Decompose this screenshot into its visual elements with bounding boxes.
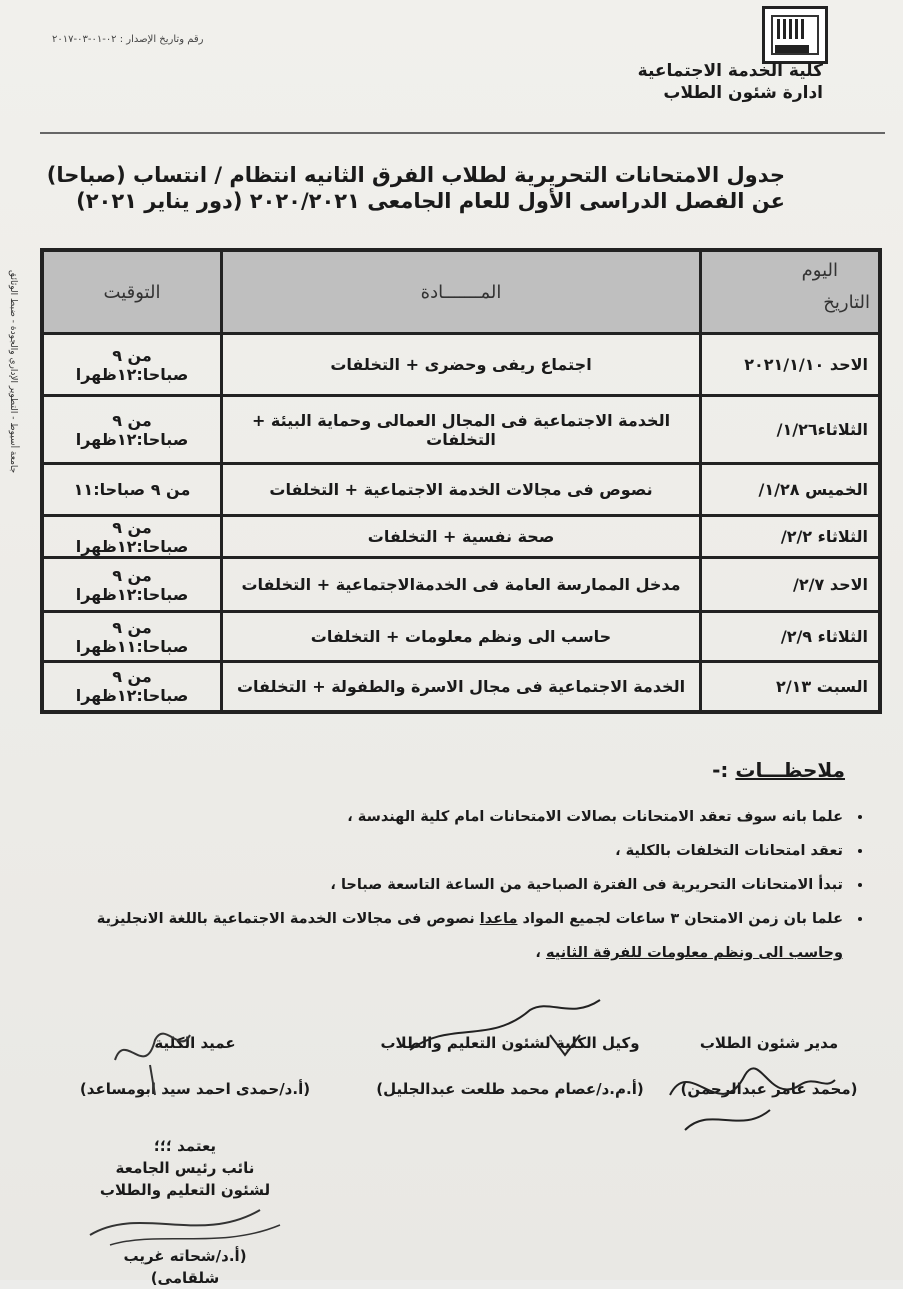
document-title xyxy=(47,162,785,214)
cell-subject: الخدمة الاجتماعية فى المجال العمالى وحماية البيئة + التخلفات xyxy=(222,396,701,464)
cell-time: من ٩ صباحا:١٢ظهرا xyxy=(42,334,222,396)
department-name: ادارة شئون الطلاب xyxy=(663,83,823,103)
approval-line-3: لشئون التعليم والطلاب xyxy=(99,1181,271,1199)
table-header-row xyxy=(42,250,880,334)
cell-date: السبت ٢/١٣ xyxy=(701,662,880,712)
university-logo xyxy=(762,6,828,64)
exam-schedule-table xyxy=(40,248,882,714)
signature-name: (أ.م.د/عصام محمد طلعت عبدالجليل) xyxy=(376,1080,644,1098)
note-duration-continued: وحاسب الى ونظم معلومات للفرقة الثانيه xyxy=(545,945,843,961)
issue-number: رقم وتاريخ الإصدار : ٠٢-٠١-٠٣-٢٠١٧ xyxy=(52,34,204,45)
cell-date: الثلاثاء ٢/٢/ xyxy=(701,516,880,558)
note-duration-subjects: نصوص فى مجالات الخدمة الاجتماعية باللغة الانجليزية xyxy=(96,911,480,927)
table-row xyxy=(42,396,880,464)
signature-name: (محمد عامر عبدالرحمن) xyxy=(680,1080,858,1098)
cell-date: الاحد ٢/٧/ xyxy=(701,558,880,612)
table-row xyxy=(42,464,880,516)
handwritten-signature-dean xyxy=(95,1010,205,1100)
notes-list xyxy=(27,800,869,970)
approval-line-1: يعتمد ؛؛؛ xyxy=(153,1137,217,1155)
cell-time: من ٩ صباحا:١٢ظهرا xyxy=(42,558,222,612)
cell-date: الثلاثاء١/٢٦/ xyxy=(701,396,880,464)
table-row xyxy=(42,612,880,662)
approval-name: (أ.د/شحاته غريب شلقامى) xyxy=(123,1247,247,1287)
cell-subject: الخدمة الاجتماعية فى مجال الاسرة والطفولة + التخلفات xyxy=(222,662,701,712)
note-except-word: ماعدا xyxy=(479,911,518,927)
header-day-date xyxy=(701,250,880,334)
note-item xyxy=(27,902,847,970)
note-end-mark: ، xyxy=(535,945,546,961)
note-item: • تبدأ الامتحانات التحريرية فى الفترة الصباحية من الساعة التاسعة صباحا ، xyxy=(27,868,847,902)
cell-subject: حاسب الى ونظم معلومات + التخلفات xyxy=(222,612,701,662)
notes-heading-suffix: :- xyxy=(712,758,729,782)
cell-time: من ٩ صباحا:١٢ظهرا xyxy=(42,662,222,712)
notes-heading-text: ملاحظـــات xyxy=(735,758,845,782)
table-row xyxy=(42,662,880,712)
cell-subject: اجتماع ريفى وحضرى + التخلفات xyxy=(222,334,701,396)
side-margin-text: جامعة أسيوط - التطوير الإداري والجودة - ضبط الوثائق xyxy=(8,270,18,474)
title-line-1: جدول الامتحانات التحريرية لطلاب الفرق الثانيه انتظام / انتساب (صباحا) xyxy=(46,163,785,187)
header-subject: المـــــــادة xyxy=(222,250,701,334)
table-row xyxy=(42,558,880,612)
cell-time: من ٩ صباحا:١١ xyxy=(42,464,222,516)
signature-title: وكيل الكلية لشئون التعليم والطلاب xyxy=(380,1034,640,1052)
header-time: التوقيت xyxy=(42,250,222,334)
cell-time: من ٩ صباحا:١١ظهرا xyxy=(42,612,222,662)
faculty-name: كلية الخدمة الاجتماعية xyxy=(637,61,823,81)
cell-date: الثلاثاء ٢/٩/ xyxy=(701,612,880,662)
header-day: اليوم xyxy=(801,260,838,281)
cell-date: الاحد ٢٠٢١/١/١٠ xyxy=(701,334,880,396)
cell-time: من ٩ صباحا:١٢ظهرا xyxy=(42,396,222,464)
notes-heading xyxy=(712,758,845,782)
signature-title: مدير شئون الطلاب xyxy=(699,1034,839,1052)
signature-title: عميد الكلية xyxy=(154,1034,236,1052)
signature-name: (أ.د/حمدى احمد سيد ابومساعد) xyxy=(79,1080,311,1098)
issuing-office xyxy=(638,60,823,104)
handwritten-signature-vice-dean xyxy=(400,990,640,1070)
title-line-2: عن الفصل الدراسى الأول للعام الجامعى ٢٠٢٠/٢٠٢١ (دور يناير ٢٠٢١) xyxy=(76,189,785,213)
cell-time: من ٩ صباحا:١٢ظهرا xyxy=(42,516,222,558)
cell-date: الخميس ١/٢٨/ xyxy=(701,464,880,516)
note-duration-text: علما بان زمن الامتحان ٣ ساعات لجميع المواد xyxy=(517,911,843,927)
approval-line-2: نائب رئيس الجامعة xyxy=(115,1159,255,1177)
cell-subject: مدخل الممارسة العامة فى الخدمةالاجتماعية + التخلفات xyxy=(222,558,701,612)
cell-subject: نصوص فى مجالات الخدمة الاجتماعية + التخلفات xyxy=(222,464,701,516)
header-divider xyxy=(40,132,885,134)
header-date: التاريخ xyxy=(823,292,870,313)
handwritten-signature-approval xyxy=(80,1195,290,1255)
handwritten-signature-manager xyxy=(650,1035,850,1145)
note-item: • علما بانه سوف تعقد الامتحانات بصالات الامتحانات امام كلية الهندسة ، xyxy=(27,800,847,834)
table-row xyxy=(42,334,880,396)
note-item: • تعقد امتحانات التخلفات بالكلية ، xyxy=(27,834,847,868)
table-row xyxy=(42,516,880,558)
cell-subject: صحة نفسية + التخلفات xyxy=(222,516,701,558)
